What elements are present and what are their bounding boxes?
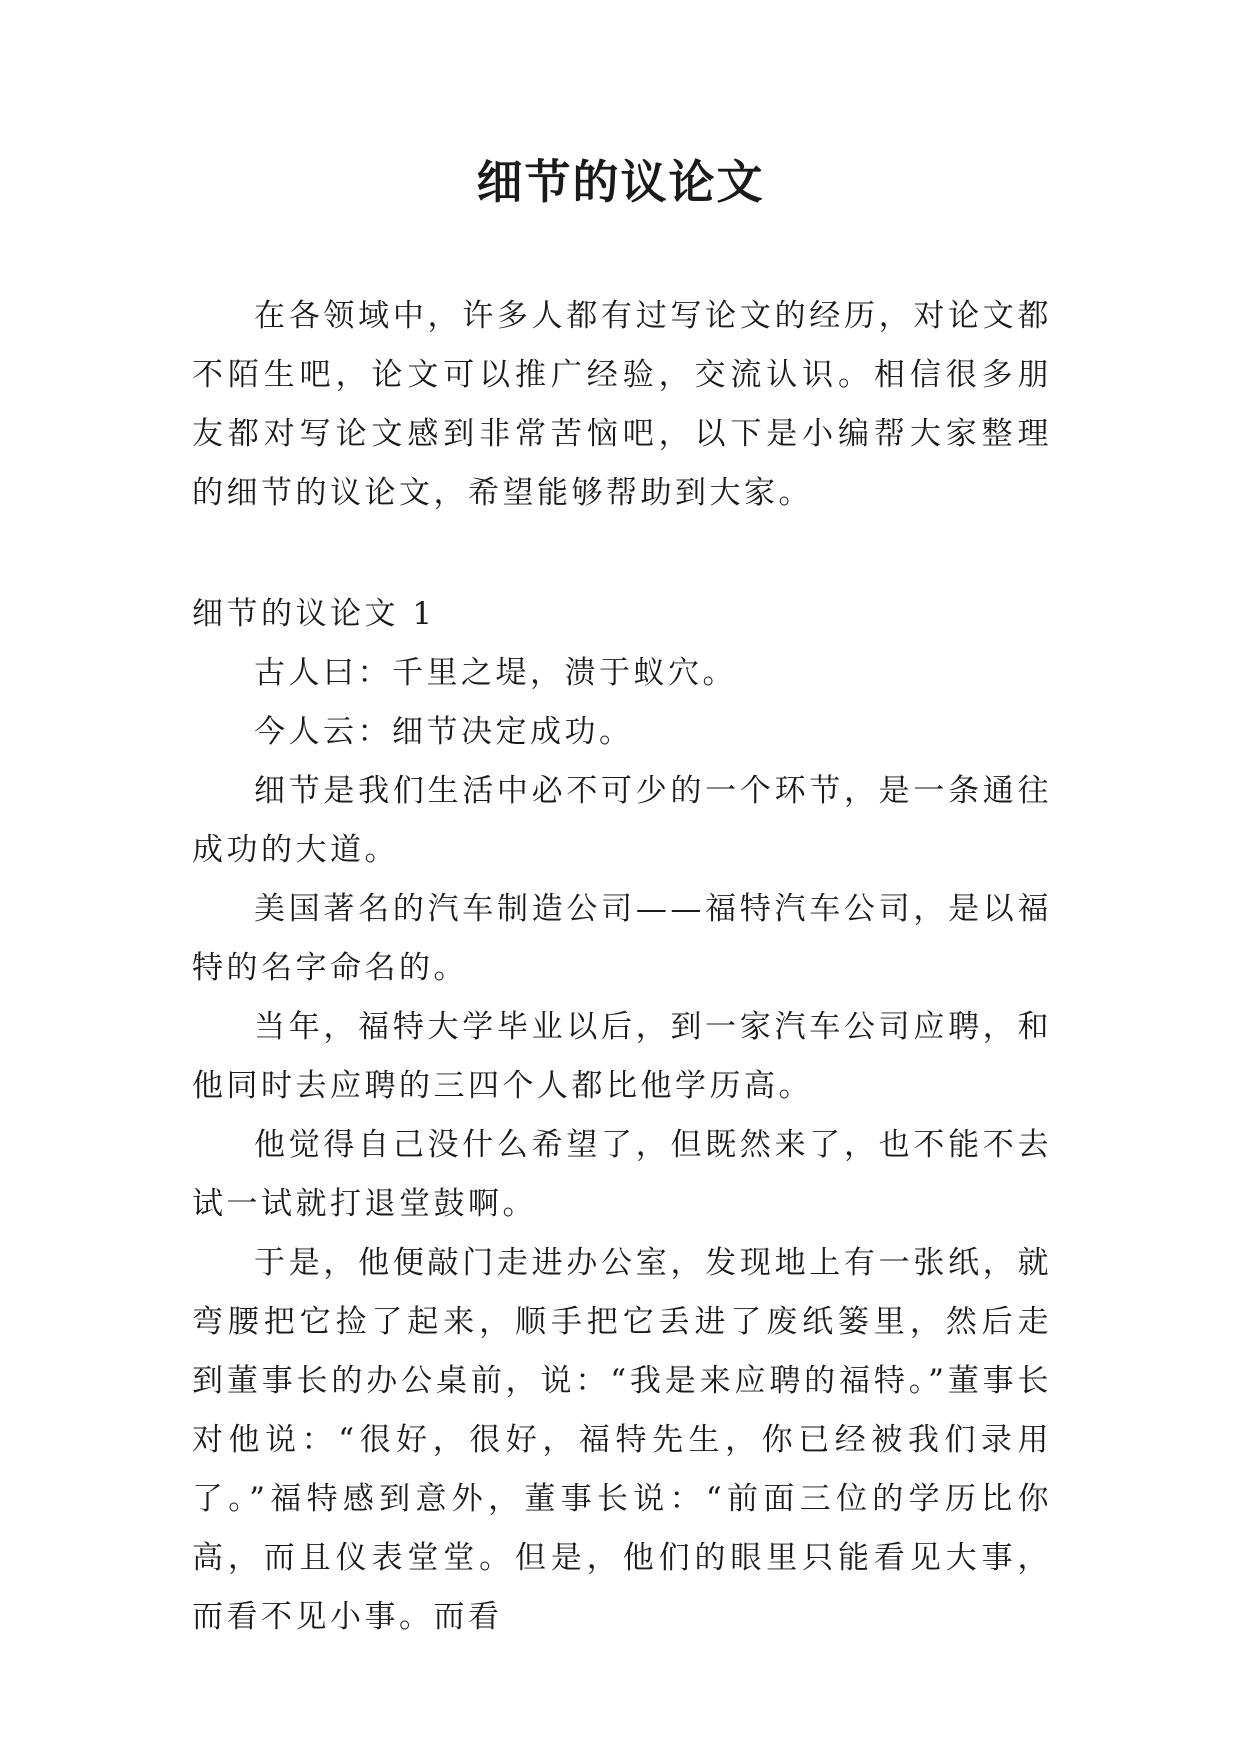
- body-paragraph: 美国著名的汽车制造公司——福特汽车公司，是以福特的名字命名的。: [192, 891, 1052, 986]
- body-paragraph: 古人曰：千里之堤，溃于蚁穴。: [254, 655, 737, 691]
- body-paragraph: 细节是我们生活中必不可少的一个环节，是一条通往成功的大道。: [192, 773, 1052, 868]
- body-paragraph: 今人云：细节决定成功。: [254, 714, 634, 750]
- body-paragraph: 于是，他便敲门走进办公室，发现地上有一张纸，就弯腰把它捡了起来，顺手把它丢进了废纸篓里，然后走到董事长的办公桌前，说：“我是来应聘的福特。”董事长对他说：“很好，很好，福特先生，你已经被我们录用了。”福特感到意外，董事长说：“前面三位的学历比你高，而且仪表堂堂。但是，他们的眼里只能看见大事，而看不见小事。而看: [192, 1245, 1052, 1635]
- body-paragraph: 当年，福特大学毕业以后，到一家汽车公司应聘，和他同时去应聘的三四个人都比他学历高。: [192, 1009, 1052, 1104]
- section-heading: 细节的议论文 1: [192, 596, 436, 632]
- document-title: 细节的议论文: [476, 155, 765, 209]
- intro-paragraph: 在各领域中，许多人都有过写论文的经历，对论文都不陌生吧，论文可以推广经验，交流认识。相信很多朋友都对写论文感到非常苦恼吧，以下是小编帮大家整理的细节的议论文，希望能够帮助到大家。: [192, 298, 1052, 511]
- document-body: [192, 287, 1052, 1647]
- body-paragraph: 他觉得自己没什么希望了，但既然来了，也不能不去试一试就打退堂鼓啊。: [192, 1127, 1052, 1222]
